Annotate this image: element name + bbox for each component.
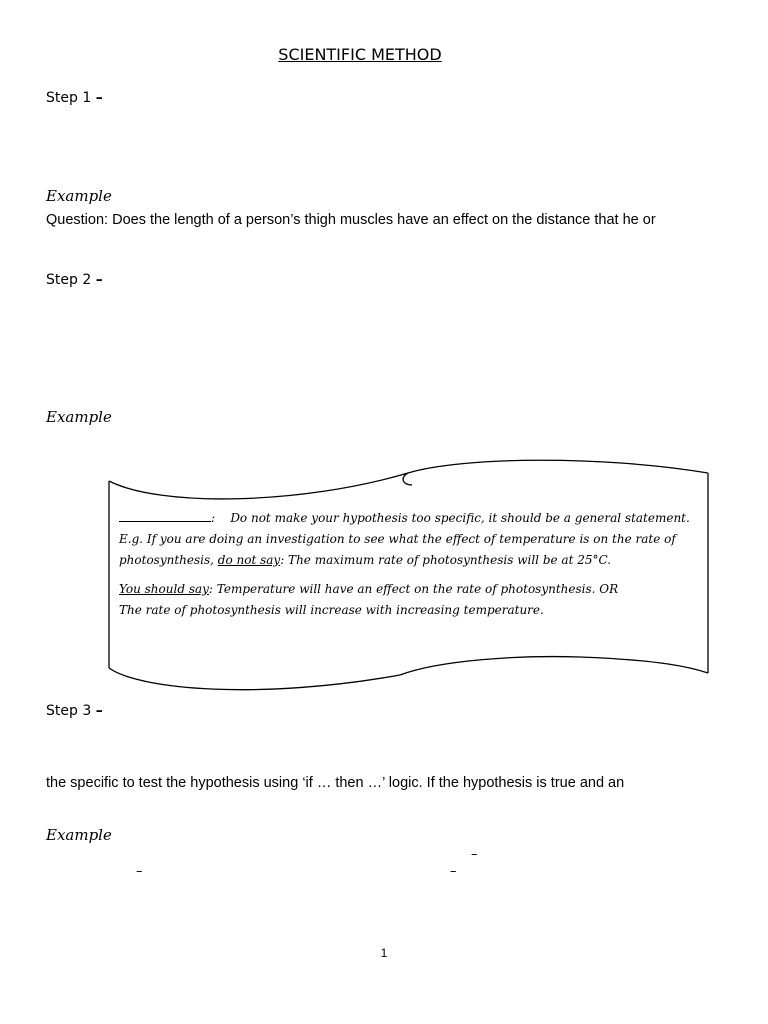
step-2-dash: – <box>95 272 103 288</box>
step-1-label: Step 1 <box>46 90 92 106</box>
should-say-paragraph <box>119 579 699 621</box>
page-number: 1 <box>380 946 388 960</box>
do-not-say-label: do not say <box>217 553 281 567</box>
hypothesis-tip-paragraph <box>119 508 699 571</box>
page-title: SCIENTIFIC METHOD <box>278 45 442 64</box>
step-3-line: the specific to test the hypothesis using ‘if … then …’ logic. If the hypothesis is true and an <box>46 775 625 791</box>
should-say-example-2: The rate of photosynthesis will increase with increasing temperature. <box>119 603 544 617</box>
example-heading-2: Example <box>46 408 112 426</box>
do-not-say-example: : The maximum rate of photosynthesis will be at 25°C. <box>280 553 612 567</box>
stray-dash-2: – <box>136 864 143 879</box>
you-should-say-label: You should say <box>119 582 209 596</box>
stray-dash-1: – <box>471 847 478 862</box>
should-say-example-1: : Temperature will have an effect on the rate of photosynthesis. OR <box>208 582 619 596</box>
tip-text: Do not make your hypothesis too specific, it should be a general statement. E.g. If you are doing an investigation to see what the effect of temperature is on the rate of photosynthesis, <box>119 511 690 567</box>
step-2-label: Step 2 <box>46 272 92 288</box>
step-1-heading <box>46 90 103 106</box>
stray-dash-3: – <box>450 864 457 879</box>
step-3-label: Step 3 <box>46 703 92 719</box>
blank-colon: : <box>211 511 216 525</box>
fill-in-blank <box>119 509 211 522</box>
example-heading-3: Example <box>46 826 112 844</box>
step-3-dash: – <box>95 703 103 719</box>
question-line: Question: Does the length of a person’s thigh muscles have an effect on the distance that he or <box>46 212 656 228</box>
step-2-heading <box>46 272 103 288</box>
example-heading-1: Example <box>46 187 112 205</box>
step-3-heading <box>46 703 103 719</box>
step-1-dash: – <box>95 90 103 106</box>
scroll-callout-text <box>119 508 699 621</box>
